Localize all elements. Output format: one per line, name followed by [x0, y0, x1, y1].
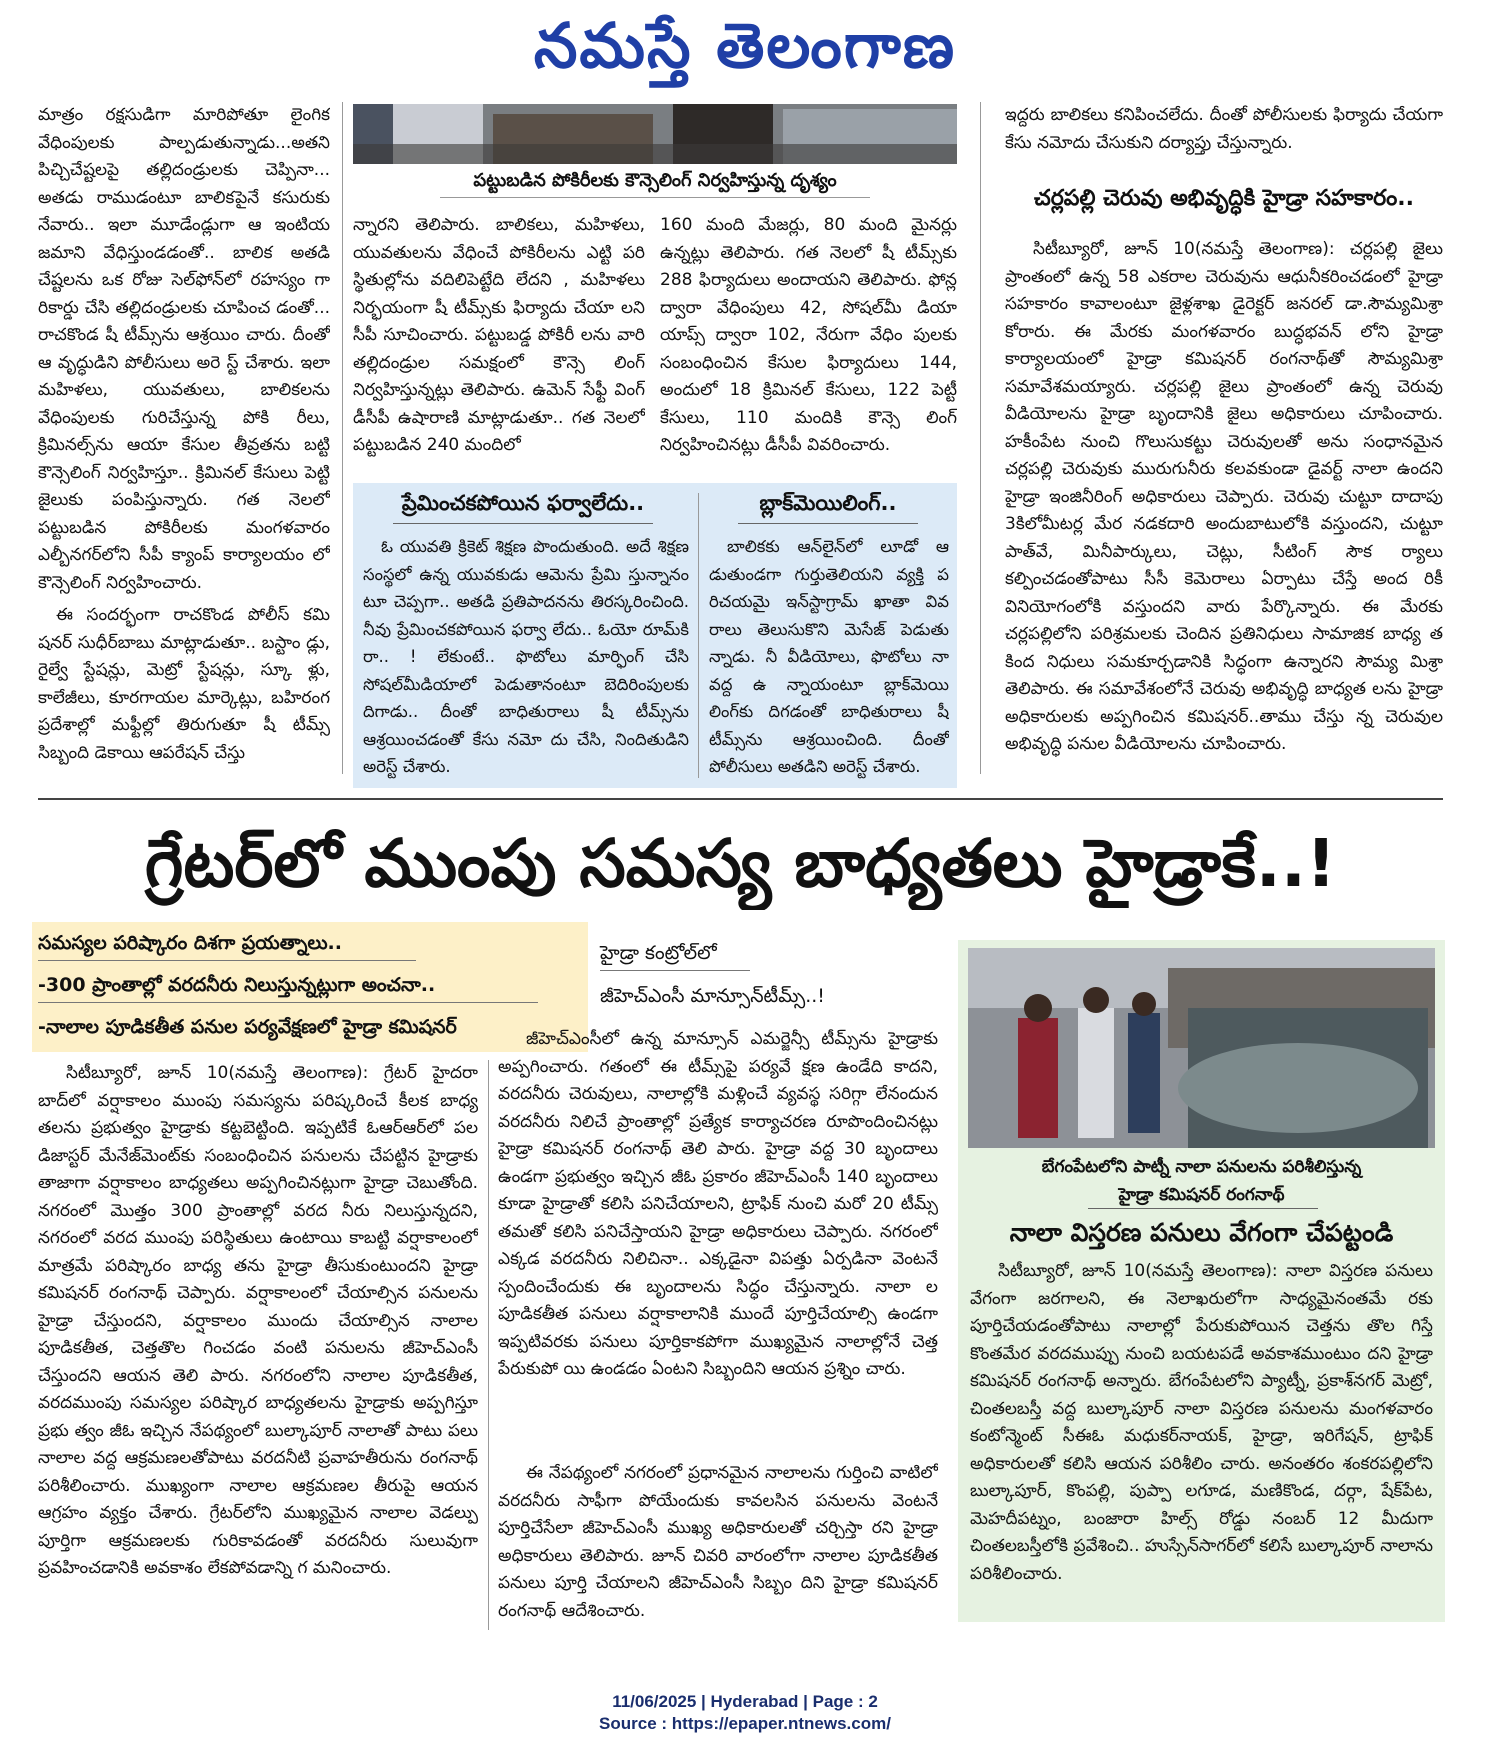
footer-source-line: Source : https://epaper.ntnews.com/ — [599, 1714, 891, 1733]
counselling-photo — [353, 104, 957, 164]
section-divider — [38, 798, 1443, 800]
article-text: సిటీబ్యూరో, జూన్ 10(నమస్తే తెలంగాణ): నాలా విస్తరణ పనులు వేగంగా జరగాలని, ఈ నెలాఖరులోగా సాధ్యమైనంతమే రకు పూర్తిచేయడంతోపాటు నాలాల్లో పేరుకుపోయిన చెత్తను తొల గిస్తే కొంతమేర వరదముప్పు నుంచి బయటపడే అవకాశముంటుం దని హైడ్రా కమిషనర్ రంగనాథ్ అన్నారు. బేగంపేటలోని ప్యాట్నీ, ప్రకాశ్‌నగర్ మెట్రో, చింతలబస్తీ వద్ద బుల్కాపూర్ నాలా విస్తరణ పనులను మంగళవారం కంటోన్మెంట్ సీఈఓ మధుకర్‌నాయక్, హైడ్రా, ఇరిగేషన్, ట్రాఫిక్ అధికారులతో కలిసి ఆయన పరిశీలిం చారు. అనంతరం శంకరపల్లిలోని బుల్కాపూర్, కొంపల్లి, పుప్పా లగూడ, మణికొండ, దర్గా, షేక్‌పేట, మెహదీపట్నం, బంజారా హిల్స్ రోడ్డు నంబర్ 12 మీదుగా చింతలబస్తీలోకి ప్రవేశించి.. హుస్సేన్‌సాగర్‌లో కలిసే బుల్కాపూర్ నాలాను పరిశీలించారు. — [970, 1261, 1433, 1584]
box-text — [709, 533, 949, 783]
article-text: జీహెచ్‌ఎంసీలో ఉన్న మాన్సూన్ ఎమర్జెన్సీ టీమ్స్‌ను హైడ్రాకు అప్పగించారు. గతంలో ఈ టీమ్స్‌పై పర్యవే క్షణ ఉండేది కాదని, వరదనీరు చెరువులు, నాలాల్లోకి మళ్లించే వ్యవస్థ సరిగ్గా లేనందున వరదనీరు నిలిచే ప్రాంతాల్లో ప్రత్యేక కార్యాచరణ రూపొందించినట్లు హైడ్రా కమిషనర్ రంగనాథ్ తెలి పారు. హైడ్రా వద్ద 30 బృందాలు ఉండగా ప్రభుత్వం ఇచ్చిన జీఓ ప్రకారం జీహెచ్‌ఎంసీ 140 బృందాలు కూడా హైడ్రాతో కలిసి పనిచేయాలని, ట్రాఫిక్ నుంచి మరో 20 టీమ్స్ తమతో కలిసి పనిచేస్తాయని హైడ్రా అధికారులు చెప్పారు. నగరంలో ఎక్కడ వరదనీరు నిలిచినా.. ఎక్కడైనా విపత్తు ఏర్పడినా వెంటనే స్పందించేందుకు ఈ బృందాలను సిద్ధం చేస్తున్నారు. నాలా ల పూడికతీత పనులు వర్షాకాలానికి ముందే పూర్తిచేయాల్సి ఉండగా ఇప్పటివరకు పనులు పూర్తికాకపోగా ముఖ్యమైన నాలాల్లోనే చెత్త పేరుకుపో యి ఉండడం ఏంటని సిబ్బందిని ఆయన ప్రశ్నిం చారు. — [498, 1029, 938, 1379]
bullet-rule — [38, 1002, 538, 1003]
side-story-box — [958, 940, 1445, 1622]
kicker-rule — [600, 970, 750, 971]
sidebar-box — [353, 483, 957, 788]
column-divider — [488, 1060, 489, 1630]
article-col3 — [660, 212, 957, 474]
article-col4 — [1005, 236, 1443, 776]
article-col4-top — [1005, 102, 1443, 160]
kicker-line: జీహెచ్‌ఎంసీ మాన్సూన్‌టీమ్స్..! — [600, 985, 825, 1007]
box-text — [363, 533, 689, 783]
article-bottom-col2 — [498, 1026, 938, 1446]
article-col2 — [353, 212, 645, 474]
nala-inspection-photo — [968, 948, 1435, 1148]
box-heading-rule — [393, 523, 653, 524]
bullet-item: -నాలాల పూడికతీత పనుల పర్యవేక్షణలో హైడ్రా కమిషనర్ — [38, 1016, 457, 1038]
article-text: ఇద్దరు బాలికలు కనిపించలేదు. దీంతో పోలీసులకు ఫిర్యాదు చేయగా కేసు నమోదు చేసుకుని దర్యాప్తు చేస్తున్నారు. — [1005, 105, 1443, 153]
photo-caption: బేగంపేటలోని పాట్నీ నాలా పనులను పరిశీలిస్తున్న — [1041, 1157, 1362, 1177]
box-story-1: ఓ యువతి క్రికెట్ శిక్షణ పొందుతుంది. అదే శిక్షణ సంస్థలో ఉన్న యువకుడు ఆమెను ప్రేమి స్తున్నానం టూ చెప్పగా.. అతడి ప్రతిపాదనను తిరస్కరించింది. నీవు ప్రేమించకపోయిన ఫర్వా లేదు.. ఓయో రూమ్‌కి రా.. ! లేకుంటే.. ఫొటోలు మార్ఫింగ్ చేసి సోషల్‌మీడియాలో పెడుతానంటూ బెదిరింపులకు దిగాడు.. దీంతో బాధితురాలు షీ టీమ్స్‌ను ఆశ్రయించడంతో కేసు నమో దు చేసి, నిందితుడిని అరెస్ట్ చేశారు. — [363, 537, 689, 776]
article-col1 — [38, 102, 330, 595]
main-headline: గ్రేటర్‌లో ముంపు సమస్య బాధ్యతలు హైడ్రాకే..! — [144, 825, 1337, 902]
masthead: నమస్తే తెలంగాణ — [533, 9, 957, 82]
side-story-heading: నాలా విస్తరణ పనులు వేగంగా చేపట్టండి — [1009, 1218, 1394, 1247]
box-divider — [698, 493, 699, 778]
sub-kicker — [600, 936, 930, 1013]
photo-caption: హైడ్రా కమిషనర్ రంగనాథ్ — [1118, 1185, 1285, 1205]
article-text: ఈ నేపథ్యంలో నగరంలో ప్రధానమైన నాలాలను గుర్తించి వాటిలో వరదనీరు సాఫీగా పోయేందుకు కావలసిన పనులను వెంటనే పూర్తిచేసేలా జీహెచ్‌ఎంసీ ముఖ్య అధికారులతో చర్చిస్తా రని హైడ్రా అధికారులు తెలిపారు. జూన్ చివరి వారంలోగా నాలాల పూడికతీత పనులు పూర్తి చేయాలని జీహెచ్‌ఎంసీ సిబ్బం దిని హైడ్రా కమిషనర్ రంగనాథ్ ఆదేశించారు. — [498, 1463, 938, 1621]
bullet-rule — [38, 960, 416, 961]
side-story-text — [970, 1258, 1433, 1618]
article-text: 160 మంది మేజర్లు, 80 మంది మైనర్లు ఉన్నట్లు తెలిపారు. గత నెలలో షీ టీమ్స్‌కు 288 ఫిర్యాదులు అందాయని తెలిపారు. ఫోన్ల ద్వారా వేధింపులు 42, సోషల్‌మీ డియా యాప్స్ ద్వారా 102, నేరుగా వేధిం పులకు సంబంధించిన కేసుల ఫిర్యాదులు 144, అందులో 18 క్రిమినల్ కేసులు, 122 పెట్టీ కేసులు, 110 మందికి కౌన్సె లింగ్ నిర్వహించినట్లు డీసీపీ వివరించారు. — [660, 215, 957, 455]
article-heading: చర్లపల్లి చెరువు అభివృద్ధికి హైడ్రా సహకారం.. — [1033, 186, 1414, 211]
article-bottom-col2-continued — [498, 1460, 938, 1625]
article-col1-continued — [38, 602, 330, 774]
caption-rule — [1088, 1208, 1318, 1209]
article-text: సిటీబ్యూరో, జూన్ 10(నమస్తే తెలంగాణ): గ్రేటర్ హైదరా బాద్‌లో వర్షాకాలం ముంపు సమస్యను పరిష్కరించే కీలక బాధ్య తలను ప్రభుత్వం హైడ్రాకు కట్టబెట్టింది. ఇప్పటికే ఓఆర్‌ఆర్‌లో పల డిజాస్టర్ మేనేజ్‌మెంట్‌కు సంబంధించిన పనులను చేపట్టిన హైడ్రాకు తాజాగా వర్షాకాలం బాధ్యతలు అప్పగించినట్లుగా హైడ్రా చెబుతోంది. నగరంలో మొత్తం 300 ప్రాంతాల్లో వరద నీరు నిలుస్తున్నదని, నగరంలో వరద ముంపు పరిస్థితులు ఉంటాయి కాబట్టి వర్షాకాలంలో మాత్రమే పరిష్కారం బాధ్య తను హైడ్రా తీసుకుంటుందని హైడ్రా కమిషనర్ రంగనాథ్ చెప్పారు. వర్షాకాలంలో చేయాల్సిన పనులను హైడ్రా చేస్తుందని, వర్షాకాలం ముందు చేయాల్సిన నాలాల పూడికతీత, చెత్తతొల గించడం వంటి పనులను జీహెచ్‌ఎంసీ చేస్తుందని ఆయన తెలి పారు. నగరంలోని నాలాల పూడికతీత, వరదముంపు సమస్యల పరిష్కార బాధ్యతలను హైడ్రాకు అప్పగిస్తూ ప్రభు త్వం జీఓ ఇచ్చిన నేపథ్యంలో బుల్కాపూర్ నాలాతో పాటు పలు నాలాల వద్ద ఆక్రమణలతోపాటు వరదనీటి ప్రవాహతీరును రంగనాథ్ పరిశీలించారు. ముఖ్యంగా నాలాల ఆక్రమణల తీరుపై ఆయన ఆగ్రహం వ్యక్తం చేశారు. గ్రేటర్‌లోని ముఖ్యమైన నాలాల వెడల్పు పూర్తిగా ఆక్రమణలకు గురికావడంతో వరదనీరు సులువుగా ప్రవహించడానికి అవకాశం లేకపోవడాన్ని గ మనించారు. — [38, 1063, 478, 1578]
article-text: సిటీబ్యూరో, జూన్ 10(నమస్తే తెలంగాణ): చర్లపల్లి జైలు ప్రాంతంలో ఉన్న 58 ఎకరాల చెరువును ఆధునీకరించడంలో హైడ్రా సహకారం కావాలంటూ జైళ్లశాఖ డైరెక్టర్ జనరల్ డా.సౌమ్యమిశ్రా కోరారు. ఈ మేరకు మంగళవారం బుద్ధభవన్ లోని హైడ్రా కార్యాలయంలో హైడ్రా కమిషనర్ రంగనాథ్‌తో సౌమ్యమిశ్రా సమావేశమయ్యారు. చర్లపల్లి జైలు ప్రాంతంలో ఉన్న చెరువు వీడియోలను హైడ్రా బృందానికి జైలు అధికారులు చూపించారు. హకీంపేట నుంచి గొలుసుకట్టు చెరువులతో అను సంధానమైన చర్లపల్లి చెరువుకు మురుగునీరు కలవకుండా డైవర్ట్ నాలా ఉందని హైడ్రా ఇంజినీరింగ్ అధికారులు చెప్పారు. చెరువు చుట్టూ దాదాపు 3కిలోమీటర్ల మేర నడకదారి అందుబాటులోకి వస్తుందని, చుట్టూ పాత్‌వే, మినీపార్కులు, చెట్లు, సీటింగ్ సౌక ర్యాలు కల్పించడంతోపాటు సీసీ కెమెరాలు ఏర్పాటు చేస్తే అంద రికీ వినియోగంలోకి వస్తుందని వారు పేర్కొన్నారు. ఈ మేరకు చర్లపల్లిలోని పరిశ్రమలకు చెందిన ప్రతినిధులు సామాజిక బాధ్య త కింద నిధులు సమకూర్చడానికి సిద్ధంగా ఉన్నారని సౌమ్య మిశ్రా తెలిపారు. ఈ సమావేశంలోనే చెరువు అభివృద్ధి బాధ్యత లను హైడ్రా అధికారులకు అప్పగించిన కమిషనర్..తాము చేస్తు న్న చెరువుల అభివృద్ధి పనుల వీడియోలను చూపించారు. — [1005, 239, 1443, 754]
article-text: ఈ సందర్భంగా రాచకొండ పోలీస్ కమి షనర్ సుధీర్‌బాబు మాట్లాడుతూ.. బస్టాం డ్లు, రైల్వే స్టేషన్లు, మెట్రో స్టేషన్లు, స్కూ ళ్లు, కాలేజీలు, కూరగాయల మార్కెట్లు, బహిరంగ ప్రదేశాల్లో మఫ్టీల్లో తిరుగుతూ షీ టీమ్స్ సిబ్బంది డెకాయి ఆపరేషన్ చేస్తు — [38, 605, 330, 763]
photo-caption: పట్టుబడిన పోకిరీలకు కౌన్సెలింగ్ నిర్వహిస్తున్న దృశ్యం — [473, 170, 837, 191]
column-divider — [980, 102, 981, 774]
bullet-item: -300 ప్రాంతాల్లో వరదనీరు నిలుస్తున్నట్లుగా అంచనా.. — [38, 974, 436, 996]
article-text: మాత్రం రక్షసుడిగా మారిపోతూ లైంగిక వేధింపులకు పాల్పడుతున్నాడు...అతని పిచ్చిచేష్టలపై తల్లిదండ్రులకు చెప్పినా... అతడు రాముడంటూ బాలికపైనే కసురుకు నేవారు.. ఇలా మూడేండ్లుగా ఆ ఇంటియ జమాని వేధిస్తుండడంతో.. బాలిక అతడి చేష్టలను ఒక రోజు సెల్‌ఫోన్‌లో రహస్యం గా రికార్డు చేసి తల్లిదండ్రులకు చూపించ డంతో... రాచకొండ షీ టీమ్స్‌ను ఆశ్రయిం చారు. దీంతో ఆ వృద్ధుడిని పోలీసులు అరె స్ట్ చేశారు. ఇలా మహిళలు, యువతులు, బాలికలను వేధింపులకు గురిచేస్తున్న పోకి రీలు, క్రిమినల్స్‌ను ఆయా కేసుల తీవ్రతను బట్టి కౌన్సెలింగ్ నిర్వహిస్తూ.. క్రిమినల్ కేసులు పెట్టి జైలుకు పంపిస్తున్నారు. గత నెలలో పట్టుబడిన పోకిరీలకు మంగళవారం ఎల్బీనగర్‌లోని సీపీ క్యాంప్ కార్యాలయం లో కౌన్సెలింగ్ నిర్వహించారు. — [38, 105, 330, 593]
column-divider — [342, 102, 343, 774]
article-text: న్నారని తెలిపారు. బాలికలు, మహిళలు, యువతులను వేధించే పోకిరీలను ఎట్టి పరి స్థితుల్లోను వదిలిపెట్టేది లేదని , మహిళలు నిర్భయంగా షీ టీమ్స్‌కు ఫిర్యాదు చేయా లని సీపీ సూచించారు. పట్టుబడ్డ పోకిరీ లను వారి తల్లిదండ్రుల సమక్షంలో కౌన్సె లింగ్ నిర్వహిస్తున్నట్లు తెలిపారు. ఉమెన్ సేఫ్టీ వింగ్ డీసీపీ ఉషారాణి మాట్లాడుతూ.. గత నెలలో పట్టుబడిన 240 మందిలో — [353, 215, 645, 455]
footer-date-line: 11/06/2025 | Hyderabad | Page : 2 — [612, 1692, 878, 1711]
box-heading: బ్లాక్‌మెయిలింగ్.. — [759, 491, 897, 515]
bullet-item: సమస్యల పరిష్కారం దిశగా ప్రయత్నాలు.. — [38, 932, 342, 954]
box-heading: ప్రేమించకపోయిన ఫర్వాలేదు.. — [401, 491, 645, 515]
caption-rule — [440, 197, 870, 198]
box-heading-rule — [738, 523, 918, 524]
box-story-2: బాలికకు ఆన్‌లైన్‌లో లూడో ఆ డుతుండగా గుర్తుతెలియని వ్యక్తి ప రిచయమై ఇన్‌స్టాగ్రామ్ ఖాతా వివ రాలు తెలుసుకొని మెసేజ్ పెడుతు న్నాడు. నీ వీడియోలు, ఫొటోలు నా వద్ద ఉ న్నాయంటూ బ్లాక్‌మెయి లింగ్‌కు దిగడంతో బాధితురాలు షీ టీమ్స్‌ను ఆశ్రయించింది. దీంతో పోలీసులు అతడిని అరెస్ట్ చేశారు. — [709, 537, 949, 776]
kicker-line: హైడ్రా కంట్రోల్‌లో — [600, 942, 717, 964]
article-bottom-col1 — [38, 1060, 478, 1630]
